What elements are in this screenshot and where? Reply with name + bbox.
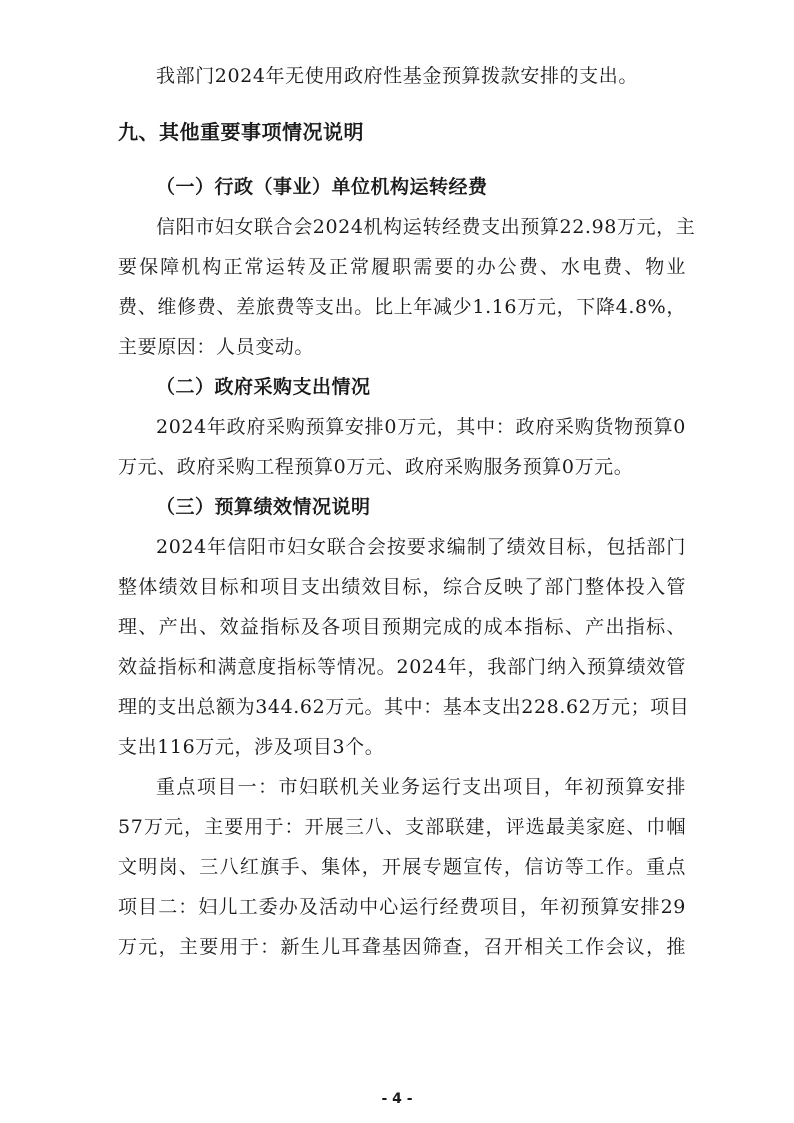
paragraph-line: 项目二：妇儿工委办及活动中心运行经费项目，年初预算安排29: [118, 896, 686, 918]
section-title: 九、其他重要事项情况说明: [118, 120, 364, 144]
paragraph-line: 重点项目一：市妇联机关业务运行支出项目，年初预算安排: [156, 776, 686, 798]
paragraph-line: 万元、政府采购工程预算0万元、政府采购服务预算0万元。: [118, 456, 634, 478]
paragraph-line: 信阳市妇女联合会2024机构运转经费支出预算22.98万元，主: [156, 216, 696, 238]
intro-paragraph: 我部门2024年无使用政府性基金预算拨款安排的支出。: [156, 65, 638, 87]
paragraph-line: 整体绩效目标和项目支出绩效目标，综合反映了部门整体投入管: [118, 576, 686, 598]
paragraph-line: 理、产出、效益指标及各项目预期完成的成本指标、产出指标、: [118, 616, 686, 638]
paragraph-line: 理的支出总额为344.62万元。其中：基本支出228.62万元；项目: [118, 696, 690, 718]
paragraph-line: 效益指标和满意度指标等情况。2024年，我部门纳入预算绩效管: [118, 656, 686, 678]
page-number: - 4 -: [381, 1091, 413, 1107]
paragraph-line: 主要原因：人员变动。: [118, 336, 315, 358]
paragraph-line: 文明岗、三八红旗手、集体，开展专题宣传，信访等工作。重点: [118, 856, 686, 878]
subsection-title: （二）政府采购支出情况: [156, 376, 371, 398]
paragraph-line: 费、维修费、差旅费等支出。比上年减少1.16万元，下降4.8%，: [118, 296, 686, 318]
paragraph-line: 万元，主要用于：新生儿耳聋基因筛查，召开相关工作会议，推: [118, 936, 686, 958]
paragraph-line: 57万元，主要用于：开展三八、支部联建，评选最美家庭、巾帼: [118, 816, 686, 838]
paragraph-line: 2024年政府采购预算安排0万元，其中：政府采购货物预算0: [156, 416, 686, 438]
paragraph-line: 支出116万元，涉及项目3个。: [118, 736, 385, 758]
paragraph-line: 要保障机构正常运转及正常履职需要的办公费、水电费、物业: [118, 256, 686, 278]
paragraph-line: 2024年信阳市妇女联合会按要求编制了绩效目标，包括部门: [156, 536, 686, 558]
subsection-title: （三）预算绩效情况说明: [156, 496, 371, 518]
subsection-title: （一）行政（事业）单位机构运转经费: [156, 176, 488, 198]
